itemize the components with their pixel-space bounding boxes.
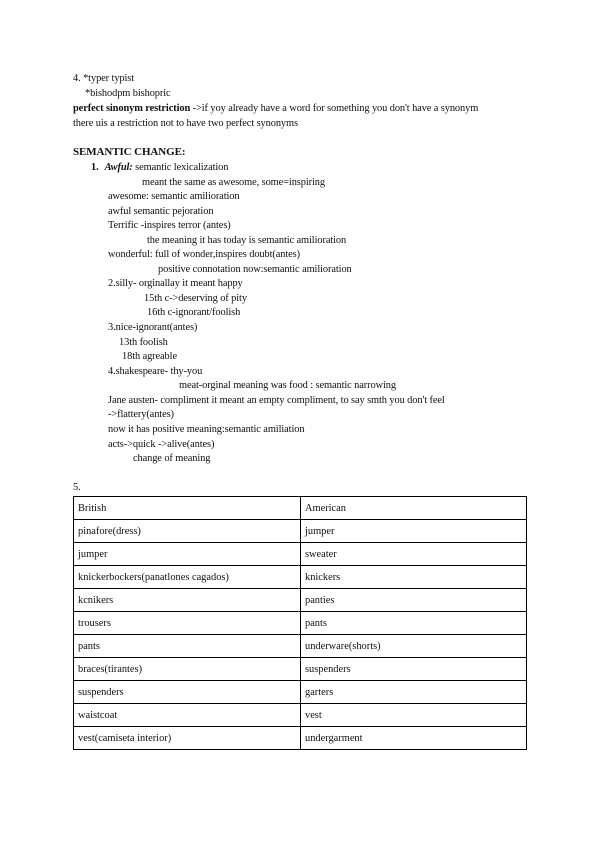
british-cell: jumper bbox=[74, 543, 301, 566]
note-line: 13th foolish bbox=[119, 337, 168, 348]
note-line: change of meaning bbox=[133, 453, 211, 464]
table-row bbox=[74, 612, 527, 635]
restriction-text: ->if yoy already have a word for something you don't have a synonym bbox=[190, 103, 479, 114]
note-line: meant the same as awesome, some=inspiring bbox=[142, 177, 325, 188]
note-line: positive connotation now:semantic amilioration bbox=[158, 264, 352, 275]
table-row bbox=[74, 658, 527, 681]
table-row bbox=[74, 704, 527, 727]
item1-text: semantic lexicalization bbox=[132, 162, 229, 173]
table-row bbox=[74, 681, 527, 704]
item1-line bbox=[91, 161, 228, 174]
british-cell: vest(camiseta interior) bbox=[74, 727, 301, 750]
british-cell: knickerbockers(panatlones cagados) bbox=[74, 566, 301, 589]
american-cell: vest bbox=[301, 704, 527, 727]
restriction-line2: there uis a restriction not to have two perfect synonyms bbox=[73, 118, 298, 129]
note-line: ->flattery(antes) bbox=[108, 409, 174, 420]
british-cell: suspenders bbox=[74, 681, 301, 704]
note-line: 18th agreable bbox=[122, 351, 177, 362]
note-line: awesome: semantic amilioration bbox=[108, 191, 240, 202]
british-cell: braces(tirantes) bbox=[74, 658, 301, 681]
american-cell: garters bbox=[301, 681, 527, 704]
note-line: 15th c->deserving of pity bbox=[144, 293, 247, 304]
american-cell: underware(shorts) bbox=[301, 635, 527, 658]
british-cell: trousers bbox=[74, 612, 301, 635]
british-cell: kcnikers bbox=[74, 589, 301, 612]
british-cell: pinafore(dress) bbox=[74, 520, 301, 543]
note-line: Terrific -inspires terror (antes) bbox=[108, 220, 231, 231]
note-line: awful semantic pejoration bbox=[108, 206, 214, 217]
american-cell: sweater bbox=[301, 543, 527, 566]
table-header-row bbox=[74, 497, 527, 520]
item1-number: 1. bbox=[91, 162, 99, 173]
note-line: acts->quick ->alive(antes) bbox=[108, 439, 215, 450]
american-cell: pants bbox=[301, 612, 527, 635]
note-line: 4.shakespeare- thy-you bbox=[108, 366, 203, 377]
american-cell: panties bbox=[301, 589, 527, 612]
header-american: American bbox=[301, 497, 527, 520]
table-row bbox=[74, 566, 527, 589]
semantic-heading: SEMANTIC CHANGE: bbox=[73, 146, 186, 158]
american-cell: undergarment bbox=[301, 727, 527, 750]
table-row bbox=[74, 543, 527, 566]
item1-term: Awful: bbox=[104, 162, 133, 173]
section4-line2: *bishodpm bishopric bbox=[85, 88, 171, 99]
american-cell: suspenders bbox=[301, 658, 527, 681]
table-row bbox=[74, 589, 527, 612]
vocabulary-table bbox=[73, 496, 527, 750]
restriction-line bbox=[73, 102, 478, 115]
section5-label: 5. bbox=[73, 482, 81, 493]
british-cell: waistcoat bbox=[74, 704, 301, 727]
table-row bbox=[74, 727, 527, 750]
note-line: meat-orginal meaning was food : semantic narrowing bbox=[179, 380, 396, 391]
section4-line1: 4. *typer typist bbox=[73, 73, 135, 84]
american-cell: knickers bbox=[301, 566, 527, 589]
note-line: now it has positive meaning:semantic amiliation bbox=[108, 424, 305, 435]
british-cell: pants bbox=[74, 635, 301, 658]
table-row bbox=[74, 520, 527, 543]
table-row bbox=[74, 635, 527, 658]
note-line: 3.nice-ignorant(antes) bbox=[108, 322, 198, 333]
restriction-term: perfect sinonym restriction bbox=[73, 103, 191, 114]
note-line: 2.silly- orginallay it meant happy bbox=[108, 278, 243, 289]
american-cell: jumper bbox=[301, 520, 527, 543]
note-line: Jane austen- compliment it meant an empty compliment, to say smth you don't feel bbox=[108, 395, 445, 406]
note-line: wonderful: full of wonder,inspires doubt(antes) bbox=[108, 249, 300, 260]
header-british: British bbox=[74, 497, 301, 520]
note-line: 16th c-ignorant/foolish bbox=[147, 307, 241, 318]
note-line: the meaning it has today is semantic amilioration bbox=[147, 235, 347, 246]
